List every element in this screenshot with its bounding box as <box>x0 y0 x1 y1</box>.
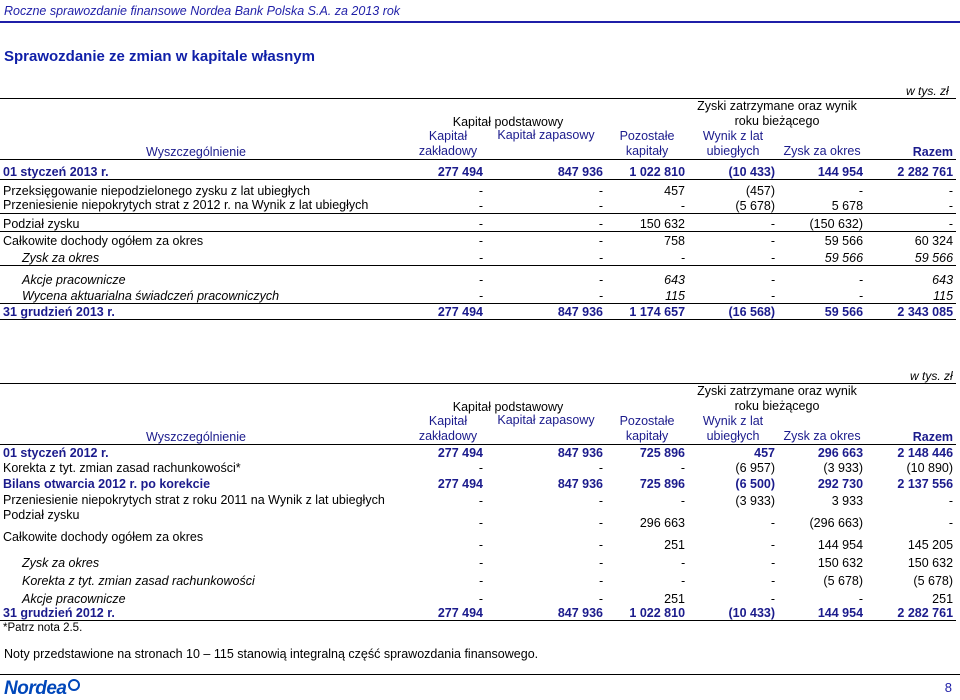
cell: (5 678) <box>913 573 954 588</box>
cell: (16 568) <box>688 303 778 319</box>
row-label: 31 grudzień 2012 r. <box>0 606 410 621</box>
cell: - <box>598 493 604 508</box>
cell: (3 933) <box>735 493 776 508</box>
header-c4: Wynik z lat ubiegłych <box>688 129 778 160</box>
header-c1: Kapitał zakładowy <box>410 129 486 160</box>
cell: - <box>478 250 483 265</box>
row-label: Całkowite dochody ogółem za okres <box>0 231 410 248</box>
header-c5: Zysk za okres <box>778 129 866 160</box>
table-row <box>0 303 956 319</box>
cell: - <box>486 265 606 287</box>
cell: - <box>688 213 778 231</box>
header-c3-2: Pozostałe kapitały <box>606 414 688 445</box>
cell: - <box>598 250 604 265</box>
row-label: Korekta z tyt. zmian zasad rachunkowości <box>22 573 255 588</box>
row-label: Podział zysku <box>0 213 410 231</box>
cell: 2 343 085 <box>866 303 956 319</box>
cell: - <box>486 213 606 231</box>
cell: - <box>770 515 776 530</box>
table-row <box>0 198 956 214</box>
cell: (6 500) <box>735 476 776 491</box>
cell: - <box>770 288 776 303</box>
cell: - <box>688 231 778 248</box>
cell: 725 896 <box>639 476 686 491</box>
cell: 144 954 <box>778 606 866 621</box>
row-label: Wycena aktuarialna świadczeń pracowniczych <box>22 288 280 303</box>
cell: 251 <box>664 537 686 552</box>
cell: 847 936 <box>557 476 604 491</box>
cell: 277 494 <box>410 606 486 621</box>
header-c1-2: Kapitał zakładowy <box>410 414 486 445</box>
cell: - <box>478 555 483 570</box>
header-divider <box>0 21 960 23</box>
row-label: Korekta z tyt. zmian zasad rachunkowości* <box>3 460 241 475</box>
cell: 115 <box>933 288 954 303</box>
cell: - <box>778 265 866 287</box>
page-title: Sprawozdanie ze zmian w kapitale własnym <box>4 48 315 65</box>
cell: - <box>866 213 956 231</box>
cell: - <box>598 555 604 570</box>
table-row <box>0 491 956 508</box>
cell: - <box>680 555 686 570</box>
cell: - <box>858 288 864 303</box>
cell: 2 282 761 <box>897 165 954 179</box>
cell: - <box>478 493 483 508</box>
cell: 296 663 <box>639 515 686 530</box>
cell: 457 <box>606 180 688 198</box>
cell: 2 137 556 <box>897 476 954 491</box>
notes-reference: Noty przedstawione na stronach 10 – 115 stanowią integralną część sprawozdania finansowego. <box>4 647 539 661</box>
cell: - <box>680 493 686 508</box>
cell: 758 <box>606 231 688 248</box>
cell: - <box>598 515 604 530</box>
table-row <box>0 213 956 231</box>
group-header-retained-2: Zyski zatrzymane oraz wynik roku bieżącego <box>688 384 866 415</box>
cell: (296 663) <box>809 515 864 530</box>
cell: 60 324 <box>866 231 956 248</box>
logo-wordmark: Nordea <box>4 678 67 699</box>
header-c5-2: Zysk za okres <box>778 414 866 445</box>
cell: - <box>680 198 686 213</box>
row-label: 31 grudzień 2013 r. <box>0 303 410 319</box>
cell: - <box>478 460 483 475</box>
table-row <box>0 460 956 475</box>
cell: 292 730 <box>817 476 864 491</box>
cell: - <box>598 460 604 475</box>
cell: - <box>410 180 486 198</box>
cell: - <box>598 591 604 606</box>
cell: - <box>680 573 686 588</box>
cell: 59 566 <box>778 303 866 319</box>
header-c3: Pozostałe kapitały <box>606 129 688 160</box>
cell: - <box>410 231 486 248</box>
cell: - <box>770 537 776 552</box>
cell: - <box>598 537 604 552</box>
row-label: Akcje pracownicze <box>22 591 126 606</box>
cell: - <box>680 460 686 475</box>
cell: (5 678) <box>735 198 776 213</box>
cell: 59 566 <box>914 250 954 265</box>
nordea-logo <box>4 679 81 699</box>
cell: - <box>770 573 776 588</box>
table-row <box>0 248 956 265</box>
row-label: Całkowite dochody ogółem za okres <box>3 529 204 544</box>
table-row <box>0 475 956 491</box>
table-row <box>0 160 956 180</box>
footer-divider <box>0 674 960 675</box>
group-header-retained: Zyski zatrzymane oraz wynik roku bieżącego <box>688 99 866 130</box>
cell: - <box>866 180 956 198</box>
table-row <box>0 530 956 552</box>
table-row <box>0 606 956 621</box>
header-c2: Kapitał zapasowy <box>486 129 606 160</box>
cell: (3 933) <box>823 460 864 475</box>
unit-label: w tys. zł <box>906 84 949 98</box>
cell: 847 936 <box>557 165 604 179</box>
cell: - <box>770 591 776 606</box>
group-header-basic: Kapitał podstawowy <box>410 99 606 130</box>
cell: 144 954 <box>817 537 864 552</box>
cell: 3 933 <box>831 493 864 508</box>
cell: 1 022 810 <box>629 165 686 179</box>
table-row <box>0 445 956 460</box>
unit-label-2: w tys. zł <box>910 369 953 383</box>
table-row <box>0 287 956 303</box>
row-label: 01 styczeń 2013 r. <box>3 165 109 179</box>
row-label: Bilans otwarcia 2012 r. po korekcie <box>3 476 211 491</box>
header-c4-2: Wynik z lat ubiegłych <box>688 414 778 445</box>
cell: 643 <box>866 265 956 287</box>
cell: 847 936 <box>486 303 606 319</box>
cell: 2 148 446 <box>897 445 954 460</box>
cell: - <box>478 198 483 213</box>
cell: - <box>778 180 866 198</box>
cell: - <box>688 265 778 287</box>
table-row <box>0 621 956 636</box>
cell: - <box>948 198 954 213</box>
row-label: 01 styczeń 2012 r. <box>3 445 109 460</box>
cell: - <box>948 515 954 530</box>
cell: - <box>478 591 483 606</box>
cell: 277 494 <box>437 165 483 179</box>
row-label: Przeksięgowanie niepodzielonego zysku z lat ubiegłych <box>0 180 410 198</box>
table-row <box>0 231 956 248</box>
cell: (10 433) <box>728 165 776 179</box>
page-number: 8 <box>944 680 952 695</box>
cell: 150 632 <box>606 213 688 231</box>
footnote: *Patrz nota 2.5. <box>3 622 83 634</box>
cell: (5 678) <box>823 573 864 588</box>
cell: - <box>770 250 776 265</box>
cell: 2 282 761 <box>866 606 956 621</box>
cell: 150 632 <box>817 555 864 570</box>
cell: 847 936 <box>486 606 606 621</box>
cell: - <box>598 573 604 588</box>
cell: 5 678 <box>831 198 864 213</box>
cell: (10 890) <box>906 460 954 475</box>
cell: 59 566 <box>778 231 866 248</box>
equity-table-2013 <box>0 98 956 320</box>
cell: 725 896 <box>639 445 686 460</box>
table-row <box>0 552 956 570</box>
cell: 150 632 <box>907 555 954 570</box>
cell: 296 663 <box>817 445 864 460</box>
cell: - <box>478 288 483 303</box>
cell: - <box>410 265 486 287</box>
cell: - <box>858 591 864 606</box>
cell: - <box>478 515 483 530</box>
cell: - <box>598 198 604 213</box>
header-desc-2: Wyszczególnienie <box>0 414 410 445</box>
header-c2-2: Kapitał zapasowy <box>486 414 606 445</box>
cell: 251 <box>664 591 686 606</box>
row-label: Akcje pracownicze <box>0 265 410 287</box>
cell: 277 494 <box>437 476 483 491</box>
cell: 1 174 657 <box>606 303 688 319</box>
header-desc: Wyszczególnienie <box>0 129 410 160</box>
cell: (6 957) <box>735 460 776 475</box>
cell: 847 936 <box>557 445 604 460</box>
header-c6-2: Razem <box>866 414 956 445</box>
cell: - <box>598 288 604 303</box>
table-row <box>0 508 956 530</box>
cell: (150 632) <box>778 213 866 231</box>
cell: (10 433) <box>688 606 778 621</box>
group-header-basic-2: Kapitał podstawowy <box>410 384 606 415</box>
cell: - <box>478 537 483 552</box>
cell: 144 954 <box>817 165 864 179</box>
cell: 1 022 810 <box>606 606 688 621</box>
row-label: Podział zysku <box>3 507 80 522</box>
row-label: Przeniesienie niepokrytych strat z 2012 r. na Wynik z lat ubiegłych <box>3 197 369 212</box>
row-label: Zysk za okres <box>22 555 100 570</box>
cell: - <box>680 250 686 265</box>
cell: - <box>478 573 483 588</box>
cell: 277 494 <box>437 445 483 460</box>
cell: - <box>486 180 606 198</box>
cell: 145 205 <box>907 537 954 552</box>
cell: 59 566 <box>824 250 864 265</box>
cell: (457) <box>688 180 778 198</box>
cell: 643 <box>606 265 688 287</box>
table-row <box>0 570 956 588</box>
cell: 115 <box>665 288 686 303</box>
report-header: Roczne sprawozdanie finansowe Nordea Bank Polska S.A. za 2013 rok <box>4 4 401 18</box>
cell: 251 <box>932 591 954 606</box>
cell: - <box>770 555 776 570</box>
cell: - <box>486 231 606 248</box>
cell: - <box>410 213 486 231</box>
cell: 277 494 <box>410 303 486 319</box>
header-c6: Razem <box>866 129 956 160</box>
row-label: Zysk za okres <box>22 250 100 265</box>
equity-table-2012 <box>0 383 956 635</box>
cell: 457 <box>754 445 776 460</box>
table-row <box>0 265 956 287</box>
cell: - <box>948 493 954 508</box>
table-row <box>0 588 956 606</box>
row-label: Przeniesienie niepokrytych strat z roku 2011 na Wynik z lat ubiegłych <box>3 492 385 507</box>
table-row <box>0 180 956 198</box>
logo-mark-icon <box>67 678 81 692</box>
